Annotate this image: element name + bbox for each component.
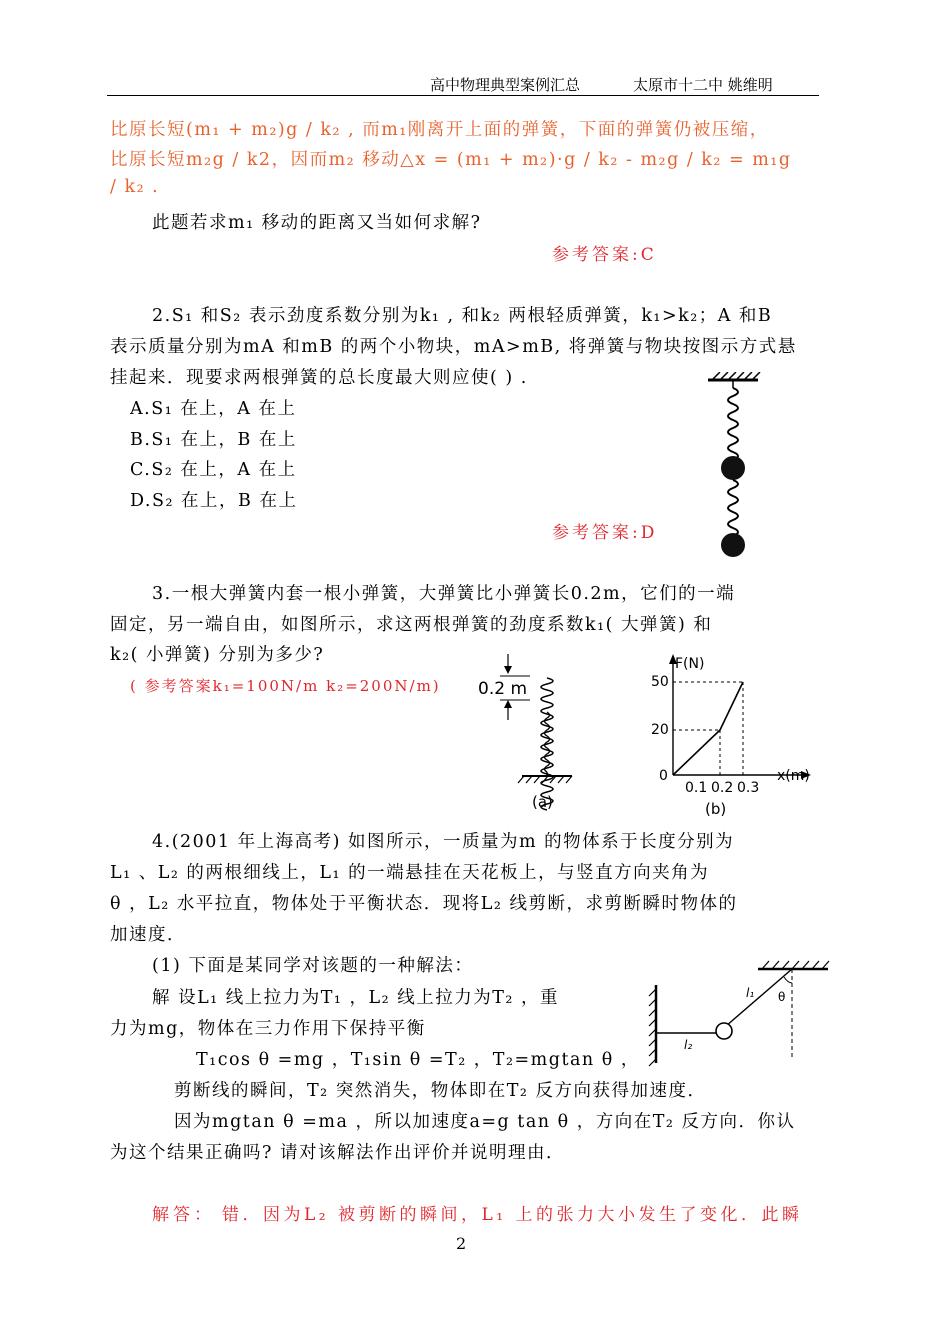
fig-a-caption: (a) <box>532 793 553 811</box>
q4-line-10: 因为mgtan θ =ma ，所以加速度a=g tan θ ，方向在T₂ 反方向．你认 <box>174 1112 796 1132</box>
q4-line-3: θ ，L₂ 水平拉直，物体处于平衡状态．现将L₂ 线剪断，求剪断瞬时物体的 <box>110 894 738 914</box>
fig-l2-label: l₂ <box>684 1038 693 1052</box>
header-school: 太原市十二中 姚维明 <box>633 76 773 94</box>
solution-line-2: 比原长短m₂g / k2，因而m₂ 移动△x = (m₁ + m₂)·g / k₂ - m₂g / k₂ = m₁g <box>110 150 792 170</box>
q4-line-8: T₁cos θ =mg ，T₁sin θ =T₂ ，T₂=mgtan θ ， <box>196 1050 640 1070</box>
answer-2: 参考答案:D <box>552 523 658 543</box>
fig-b-caption: (b) <box>705 800 727 818</box>
fig-l1-label: l₁ <box>746 986 755 1000</box>
graph-xtick-0.2: 0.2 <box>711 780 734 796</box>
q4-line-6: 解 设L₁ 线上拉力为T₁ ，L₂ 线上拉力为T₂ ，重 <box>152 988 559 1008</box>
q4-line-5: (1) 下面是某同学对该题的一种解法： <box>152 956 474 976</box>
q2-line-2: 表示质量分别为mA 和mB 的两个小物块，mA>mB, 将弹簧与物块按图示方式悬 <box>110 337 797 357</box>
q2-line-3: 挂起来．现要求两根弹簧的总长度最大则应使( ) . <box>110 368 528 388</box>
q2-option-a: A.S₁ 在上，A 在上 <box>130 399 297 419</box>
q2-line-1: 2.S₁ 和S₂ 表示劲度系数分别为k₁ , 和k₂ 两根轻质弹簧，k₁>k₂；A 和B <box>152 306 773 326</box>
graph-xtick-0.3: 0.3 <box>737 780 760 796</box>
q4-line-2: L₁ 、L₂ 的两根细线上，L₁ 的一端悬挂在天花板上，与竖直方向夹角为 <box>110 863 710 883</box>
graph-ytick-0: 0 <box>659 768 668 784</box>
solution-line-1: 比原长短(m₁ + m₂)g / k₂ , 而m₁刚离开上面的弹簧，下面的弹簧仍被压缩， <box>110 120 769 140</box>
hanging-springs-figure <box>700 372 770 558</box>
header-rule <box>107 95 819 96</box>
q4-line-9: 剪断线的瞬间，T₂ 突然消失，物体即在T₂ 反方向获得加速度． <box>174 1081 707 1101</box>
q3-line-2: 固定，另一端自由，如图所示，求这两根弹簧的劲度系数k₁( 大弹簧) 和 <box>110 615 713 635</box>
q2-option-d: D.S₂ 在上，B 在上 <box>130 491 298 511</box>
graph-x-label: x(m) <box>777 768 810 784</box>
fig-a-label: 0.2 m <box>478 679 527 699</box>
graph-ytick-20: 20 <box>651 722 669 738</box>
graph-y-label: F(N) <box>675 656 705 672</box>
q4-line-4: 加速度． <box>110 925 186 945</box>
graph-xtick-0.1: 0.1 <box>685 780 708 796</box>
answer-4-label: 解答： <box>152 1205 215 1225</box>
q2-option-c: C.S₂ 在上，A 在上 <box>130 460 297 480</box>
followup-question: 此题若求m₁ 移动的距离又当如何求解? <box>152 213 482 233</box>
q4-line-11: 为这个结果正确吗? 请对该解法作出评价并说明理由． <box>110 1143 565 1163</box>
answer-1: 参考答案:C <box>552 245 657 265</box>
graph-ytick-50: 50 <box>651 674 669 690</box>
fig-theta-label: θ <box>778 990 786 1004</box>
string-pendulum-figure <box>648 955 838 1070</box>
answer-3: ( 参考答案k₁=100N/m k₂=200N/m) <box>130 677 441 695</box>
q3-line-1: 3.一根大弹簧内套一根小弹簧，大弹簧比小弹簧长0.2m，它们的一端 <box>152 584 736 604</box>
force-displacement-graph <box>645 650 825 820</box>
nested-springs-figure <box>470 650 580 815</box>
page-number: 2 <box>456 1234 467 1253</box>
q2-option-b: B.S₁ 在上，B 在上 <box>130 430 297 450</box>
solution-line-3: / k₂ . <box>110 177 160 197</box>
graph-line <box>673 682 743 775</box>
q4-line-7: 力为mg，物体在三力作用下保持平衡 <box>110 1019 426 1039</box>
header-title: 高中物理典型案例汇总 <box>430 76 581 94</box>
answer-4-text: 错．因为L₂ 被剪断的瞬间，L₁ 上的张力大小发生了变化．此瞬 <box>222 1205 803 1225</box>
q4-line-1: 4.(2001 年上海高考) 如图所示，一质量为m 的物体系于长度分别为 <box>152 832 735 852</box>
q3-line-3: k₂( 小弹簧) 分别为多少? <box>110 645 325 665</box>
